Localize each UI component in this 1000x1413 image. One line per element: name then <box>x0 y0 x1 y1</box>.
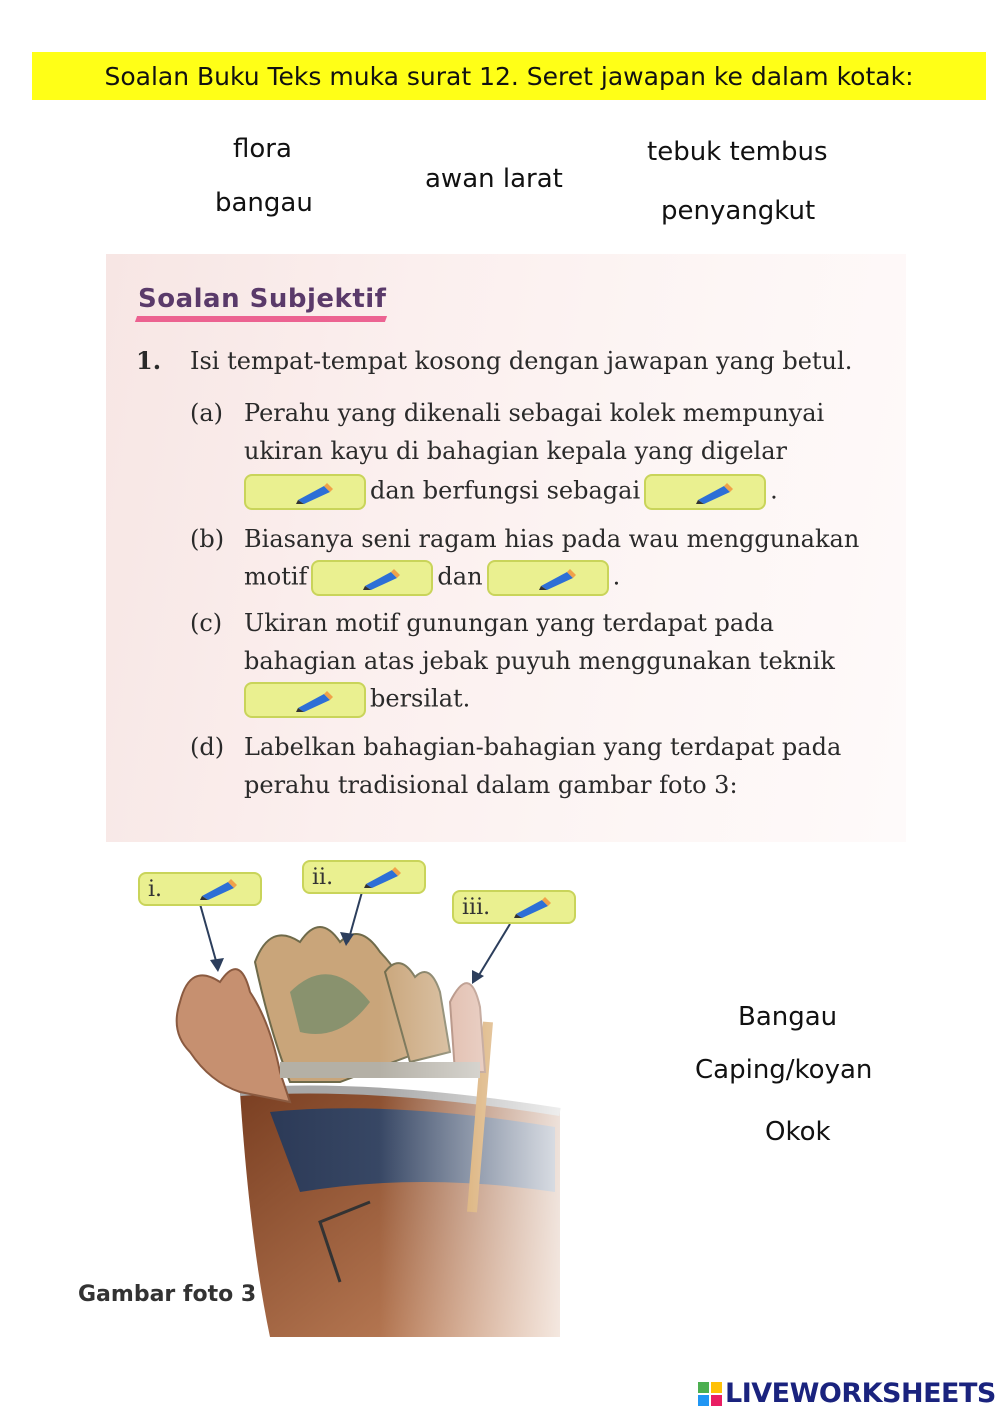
part-b-line2 <box>244 560 620 596</box>
part-d-label: (d) <box>190 733 225 761</box>
pencil-icon <box>361 568 401 590</box>
part-b-end: . <box>612 562 621 591</box>
textbook-excerpt <box>106 254 906 842</box>
photo-label-iii-text: iii. <box>462 894 491 920</box>
pencil-icon <box>362 866 402 888</box>
part-c-line2: bahagian atas jebak puyuh menggunakan teknik <box>244 647 835 675</box>
part-a-line1: Perahu yang dikenali sebagai kolek mempunyai <box>244 399 825 427</box>
pencil-icon <box>294 690 334 712</box>
answer-penyangkut[interactable]: penyangkut <box>661 196 816 226</box>
instruction-banner <box>32 52 986 100</box>
answer-bangau-label[interactable]: Bangau <box>738 1002 838 1032</box>
part-b-motif: motif <box>244 562 308 591</box>
answer-tebuk-tembus[interactable]: tebuk tembus <box>647 137 828 167</box>
drop-box-b2[interactable] <box>487 560 609 596</box>
answer-flora[interactable]: flora <box>233 134 292 164</box>
question-number: 1. <box>136 346 162 375</box>
part-c-label: (c) <box>190 609 223 637</box>
pencil-icon <box>694 482 734 504</box>
heading-underline <box>135 316 387 322</box>
part-a-line3 <box>240 474 778 510</box>
answer-okok[interactable]: Okok <box>765 1117 831 1147</box>
logo-icon <box>698 1382 722 1406</box>
part-d-line1: Labelkan bahagian-bahagian yang terdapat pada <box>244 733 842 761</box>
photo-label-ii-text: ii. <box>312 864 334 890</box>
photo-label-ii[interactable] <box>302 860 426 894</box>
part-a-label: (a) <box>190 399 224 427</box>
part-d-line2: perahu tradisional dalam gambar foto 3: <box>244 771 738 799</box>
drop-box-a2[interactable] <box>644 474 766 510</box>
question-text: Isi tempat-tempat kosong dengan jawapan yang betul. <box>190 347 853 375</box>
part-c-line3 <box>240 682 470 718</box>
drop-box-b1[interactable] <box>311 560 433 596</box>
drop-box-c1[interactable] <box>244 682 366 718</box>
pencil-icon <box>294 482 334 504</box>
photo-label-i-text: i. <box>148 876 163 902</box>
part-b-line1: Biasanya seni ragam hias pada wau menggunakan <box>244 525 860 553</box>
part-b-label: (b) <box>190 525 225 553</box>
photo-label-i[interactable] <box>138 872 262 906</box>
part-a-mid: dan berfungsi sebagai <box>370 476 641 505</box>
liveworksheets-logo <box>698 1378 996 1409</box>
photo-label-iii[interactable] <box>452 890 576 924</box>
pencil-icon <box>198 878 238 900</box>
section-heading: Soalan Subjektif <box>138 284 387 314</box>
pencil-icon <box>512 896 552 918</box>
drop-box-a1[interactable] <box>244 474 366 510</box>
pencil-icon <box>537 568 577 590</box>
part-a-line2: ukiran kayu di bahagian kepala yang digelar <box>244 437 787 465</box>
part-c-line1: Ukiran motif gunungan yang terdapat pada <box>244 609 774 637</box>
boat-photo <box>40 842 605 1337</box>
photo-caption: Gambar foto 3 <box>78 1282 257 1307</box>
answer-bangau[interactable]: bangau <box>215 188 313 218</box>
answer-awan-larat[interactable]: awan larat <box>425 164 563 194</box>
part-c-end: bersilat. <box>370 684 471 713</box>
answer-caping-koyan[interactable]: Caping/koyan <box>695 1055 873 1085</box>
part-a-end: . <box>770 476 778 505</box>
brand-text: LIVEWORKSHEETS <box>725 1378 996 1409</box>
part-b-dan: dan <box>437 562 483 591</box>
instruction-text: Soalan Buku Teks muka surat 12. Seret jawapan ke dalam kotak: <box>104 61 914 91</box>
